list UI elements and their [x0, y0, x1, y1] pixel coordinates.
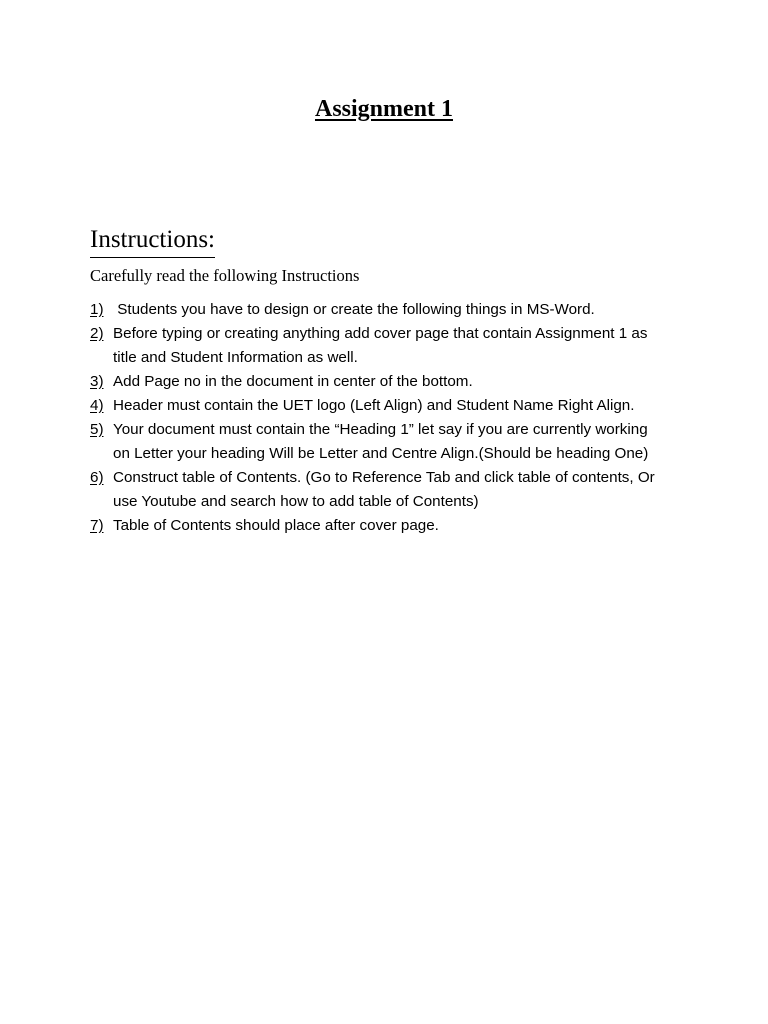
- list-item-text: Header must contain the UET logo (Left Align) and Student Name Right Align.: [113, 397, 635, 414]
- list-item-number: 4): [90, 397, 104, 414]
- list-item: [90, 418, 690, 466]
- list-item-text: Before typing or creating anything add cover page that contain Assignment 1 as title and Student Information as well.: [113, 325, 648, 366]
- list-item-number: 7): [90, 517, 104, 534]
- document-title: [0, 94, 768, 124]
- instructions-heading: Instructions:: [90, 224, 215, 258]
- document-title-text: Assignment 1: [314, 96, 453, 122]
- list-item-number: 2): [90, 325, 104, 342]
- list-item: [90, 394, 690, 418]
- list-item-text: Students you have to design or create the following things in MS-Word.: [113, 301, 595, 318]
- list-item-text: Construct table of Contents. (Go to Reference Tab and click table of contents, Or use Youtube and search how to add table of Contents): [113, 469, 655, 510]
- list-item-number: 6): [90, 469, 104, 486]
- list-item-number: 5): [90, 421, 104, 438]
- list-item-text: Table of Contents should place after cover page.: [113, 517, 439, 534]
- list-item-text: Add Page no in the document in center of the bottom.: [113, 373, 473, 390]
- list-item: [90, 298, 690, 322]
- list-item-text: Your document must contain the “Heading 1” let say if you are currently working on Letter your heading Will be Letter and Centre Align.(Should be heading One): [113, 421, 649, 462]
- list-item: [90, 514, 690, 538]
- list-item-number: 3): [90, 373, 104, 390]
- list-item-number: 1): [90, 301, 104, 318]
- intro-text: Carefully read the following Instructions: [90, 266, 360, 285]
- list-item: [90, 466, 690, 514]
- list-item: [90, 322, 690, 370]
- list-item: [90, 370, 690, 394]
- instructions-list: [90, 298, 690, 538]
